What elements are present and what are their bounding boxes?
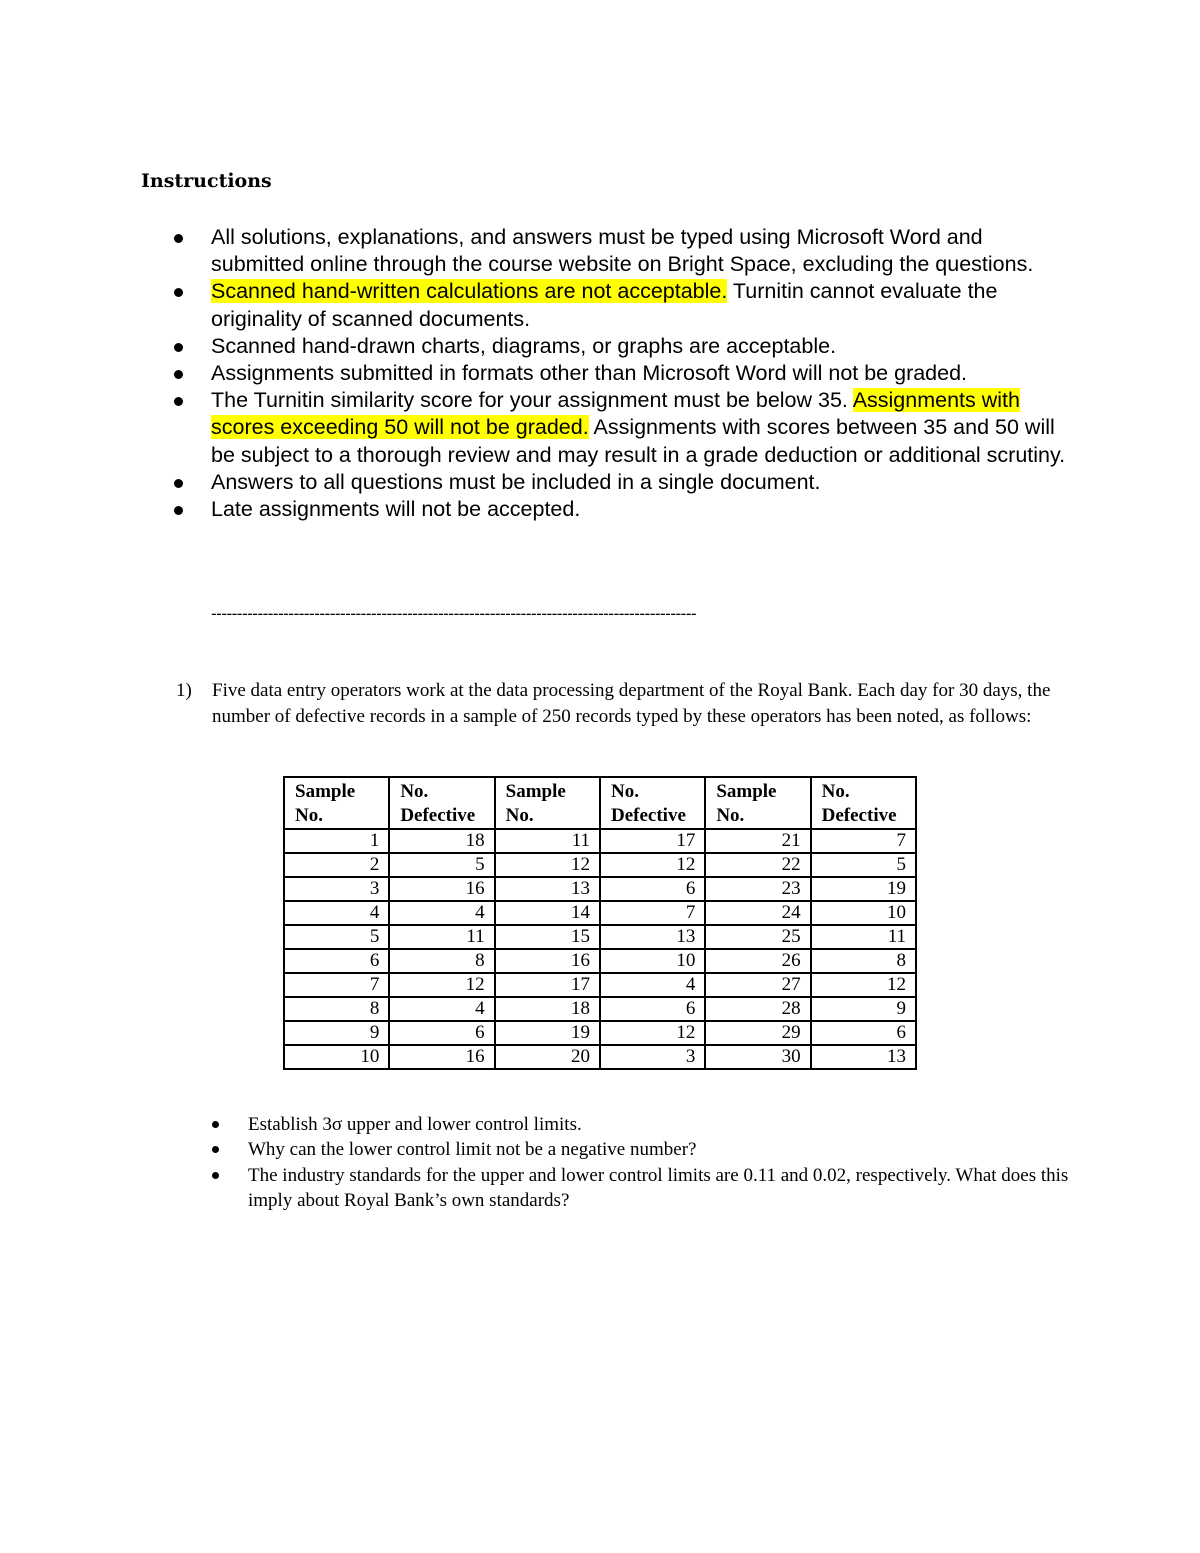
table-cell: 18 [389,829,494,853]
table-cell: 5 [811,853,916,877]
table-row [284,949,916,973]
bullet-icon [174,397,183,406]
instruction-text: Assignments submitted in formats other than Microsoft Word will not be graded. [211,361,968,386]
header-cell: No. Defective [811,777,916,829]
table-row [284,829,916,853]
table-cell: 28 [705,997,810,1021]
table-cell: 10 [284,1045,389,1069]
highlighted-text: Assignments with scores exceeding 50 will not be graded. [211,388,1020,440]
instruction-text: All solutions, explanations, and answers must be typed using Microsoft Word and submitted online through the course website on Bright Space, excluding the questions. [211,225,1034,277]
question-number: 1) [176,680,192,701]
instruction-text: Answers to all questions must be included in a single document. [211,469,821,494]
table-cell: 21 [705,829,810,853]
table-cell: 8 [811,949,916,973]
table-cell: 3 [284,877,389,901]
list-item [174,469,1074,496]
task-text: Establish 3σ upper and lower control limits. [248,1114,582,1135]
bullet-icon [174,234,183,243]
table-cell: 6 [811,1021,916,1045]
list-item [174,360,1074,387]
task-text: The industry standards for the upper and lower control limits are 0.11 and 0.02, respectively. What does this imply about Royal Bank’s own standards? [248,1164,1069,1211]
defects-table [283,776,917,1070]
bullet-icon [212,1121,219,1128]
table-cell: 18 [495,997,600,1021]
list-item [174,333,1074,360]
table-cell: 30 [705,1045,810,1069]
header-cell: Sample No. [705,777,810,829]
instruction-text: Scanned hand-drawn charts, diagrams, or graphs are acceptable. [211,333,837,358]
table-cell: 24 [705,901,810,925]
table-row [284,877,916,901]
table-cell: 13 [600,925,705,949]
table-cell: 16 [389,877,494,901]
header-cell: Sample No. [284,777,389,829]
table-cell: 10 [600,949,705,973]
list-item [174,496,1074,523]
table-cell: 12 [495,853,600,877]
table-row [284,1021,916,1045]
list-item [174,224,1074,278]
dashed-divider: ---------------------------------------------------------------------------------------------- [211,604,697,623]
instruction-text: Assignments with scores between 35 and 50 will be subject to a thorough review and may result in a grade deduction or additional scrutiny. [211,415,1066,467]
table-cell: 23 [705,877,810,901]
table-cell: 12 [600,1021,705,1045]
table-cell: 11 [811,925,916,949]
table-cell: 7 [600,901,705,925]
header-cell: No. Defective [600,777,705,829]
table-header-row [284,777,916,829]
table-cell: 6 [389,1021,494,1045]
table-row [284,925,916,949]
question-text: Five data entry operators work at the data processing department of the Royal Bank. Each day for 30 days, the number of defective records in a sample of 250 records typed by these operators has been noted, as follows: [212,680,1051,727]
table-cell: 4 [600,973,705,997]
header-cell: Sample No. [495,777,600,829]
bullet-icon [174,479,183,488]
table-cell: 11 [495,829,600,853]
instruction-text: The Turnitin similarity score for your assignment must be below 35. [211,388,853,413]
table-cell: 8 [284,997,389,1021]
table-cell: 17 [600,829,705,853]
highlighted-text: Scanned hand-written calculations are not acceptable. [211,279,728,304]
table-cell: 4 [389,901,494,925]
table-cell: 17 [495,973,600,997]
table-cell: 11 [389,925,494,949]
table-cell: 5 [389,853,494,877]
table-cell: 12 [600,853,705,877]
instruction-text: Turnitin cannot evaluate the originality of scanned documents. [211,279,998,331]
bullet-icon [212,1146,219,1153]
instructions-heading: Instructions [141,170,272,192]
table-cell: 7 [811,829,916,853]
table-row [284,973,916,997]
table-cell: 25 [705,925,810,949]
table-cell: 4 [389,997,494,1021]
table-cell: 6 [284,949,389,973]
header-cell: No. Defective [389,777,494,829]
table-cell: 6 [600,997,705,1021]
table-cell: 12 [389,973,494,997]
table-cell: 10 [811,901,916,925]
table-cell: 20 [495,1045,600,1069]
table-cell: 26 [705,949,810,973]
list-item [174,278,1074,332]
table-cell: 14 [495,901,600,925]
bullet-icon [174,343,183,352]
table-cell: 2 [284,853,389,877]
table-cell: 1 [284,829,389,853]
table-cell: 8 [389,949,494,973]
table-cell: 22 [705,853,810,877]
table-cell: 13 [811,1045,916,1069]
list-item [212,1163,1072,1214]
table-row [284,901,916,925]
table-cell: 29 [705,1021,810,1045]
instruction-text: Late assignments will not be accepted. [211,497,581,522]
table-cell: 13 [495,877,600,901]
table-row [284,997,916,1021]
table-cell: 9 [811,997,916,1021]
instructions-list [174,224,1074,523]
table-row [284,853,916,877]
table-cell: 6 [600,877,705,901]
table-cell: 19 [495,1021,600,1045]
table-cell: 7 [284,973,389,997]
table-cell: 15 [495,925,600,949]
question-tasks-list [212,1112,1072,1213]
table-cell: 9 [284,1021,389,1045]
table-cell: 16 [389,1045,494,1069]
table-cell: 16 [495,949,600,973]
bullet-icon [174,506,183,515]
table-cell: 12 [811,973,916,997]
list-item [212,1137,1072,1162]
table-cell: 4 [284,901,389,925]
bullet-icon [174,370,183,379]
table-row [284,1045,916,1069]
table-cell: 3 [600,1045,705,1069]
bullet-icon [212,1172,219,1179]
list-item [212,1112,1072,1137]
list-item [174,387,1074,469]
table-cell: 19 [811,877,916,901]
question-1 [176,678,1056,729]
bullet-icon [174,288,183,297]
table-cell: 27 [705,973,810,997]
table-cell: 5 [284,925,389,949]
task-text: Why can the lower control limit not be a negative number? [248,1139,697,1161]
